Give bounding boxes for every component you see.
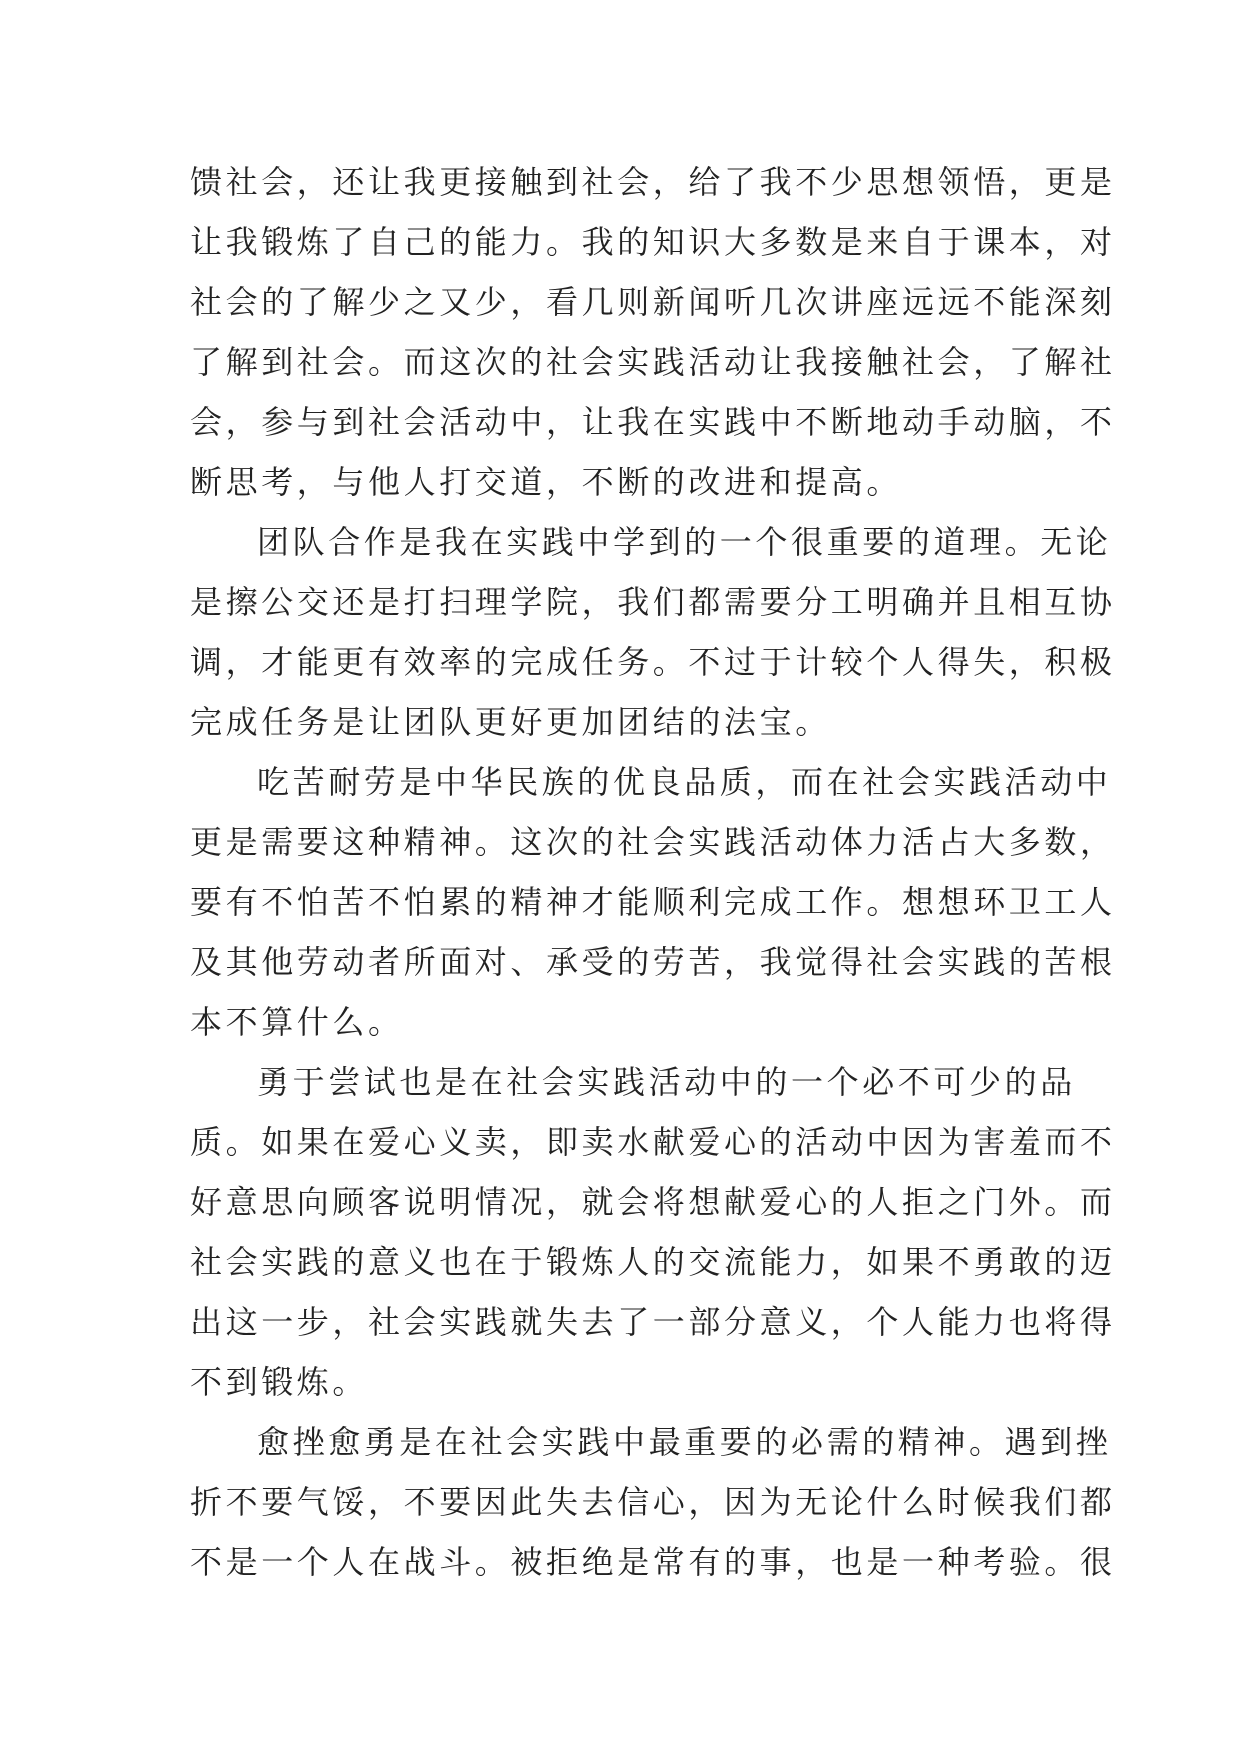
text-line: 社会实践的意义也在于锻炼人的交流能力，如果不勇敢的迈 bbox=[190, 1243, 1116, 1281]
text-line: 馈社会，还让我更接触到社会，给了我不少思想领悟，更是 bbox=[190, 163, 1116, 201]
document-body bbox=[190, 152, 1116, 1592]
text-line: 是擦公交还是打扫理学院，我们都需要分工明确并且相互协 bbox=[190, 583, 1116, 621]
text-line: 会，参与到社会活动中，让我在实践中不断地动手动脑，不 bbox=[190, 403, 1116, 441]
text-line: 完成任务是让团队更好更加团结的法宝。 bbox=[190, 703, 831, 741]
paragraph-first-line: 吃苦耐劳是中华民族的优良品质，而在社会实践活动中 bbox=[257, 763, 1112, 801]
text-line: 及其他劳动者所面对、承受的劳苦，我觉得社会实践的苦根 bbox=[190, 943, 1116, 981]
text-line: 本不算什么。 bbox=[190, 1003, 404, 1041]
paragraph-first-line: 愈挫愈勇是在社会实践中最重要的必需的精神。遇到挫 bbox=[257, 1423, 1112, 1461]
text-line: 好意思向顾客说明情况，就会将想献爱心的人拒之门外。而 bbox=[190, 1183, 1116, 1221]
text-line: 调，才能更有效率的完成任务。不过于计较个人得失，积极 bbox=[190, 643, 1116, 681]
text-line: 不到锻炼。 bbox=[190, 1363, 369, 1401]
text-line: 不是一个人在战斗。被拒绝是常有的事，也是一种考验。很 bbox=[190, 1543, 1116, 1581]
text-line: 断思考，与他人打交道，不断的改进和提高。 bbox=[190, 463, 903, 501]
text-line: 折不要气馁，不要因此失去信心，因为无论什么时候我们都 bbox=[190, 1483, 1116, 1521]
text-line: 了解到社会。而这次的社会实践活动让我接触社会，了解社 bbox=[190, 343, 1116, 381]
paragraph-first-line: 团队合作是我在实践中学到的一个很重要的道理。无论 bbox=[257, 523, 1112, 561]
text-line: 社会的了解少之又少，看几则新闻听几次讲座远远不能深刻 bbox=[190, 283, 1116, 321]
text-line: 让我锻炼了自己的能力。我的知识大多数是来自于课本，对 bbox=[190, 223, 1116, 261]
paragraph-first-line: 勇于尝试也是在社会实践活动中的一个必不可少的品 bbox=[257, 1063, 1076, 1101]
text-line: 更是需要这种精神。这次的社会实践活动体力活占大多数， bbox=[190, 823, 1116, 861]
text-line: 要有不怕苦不怕累的精神才能顺利完成工作。想想环卫工人 bbox=[190, 883, 1116, 921]
text-line: 质。如果在爱心义卖，即卖水献爱心的活动中因为害羞而不 bbox=[190, 1123, 1116, 1161]
text-line: 出这一步，社会实践就失去了一部分意义，个人能力也将得 bbox=[190, 1303, 1116, 1341]
